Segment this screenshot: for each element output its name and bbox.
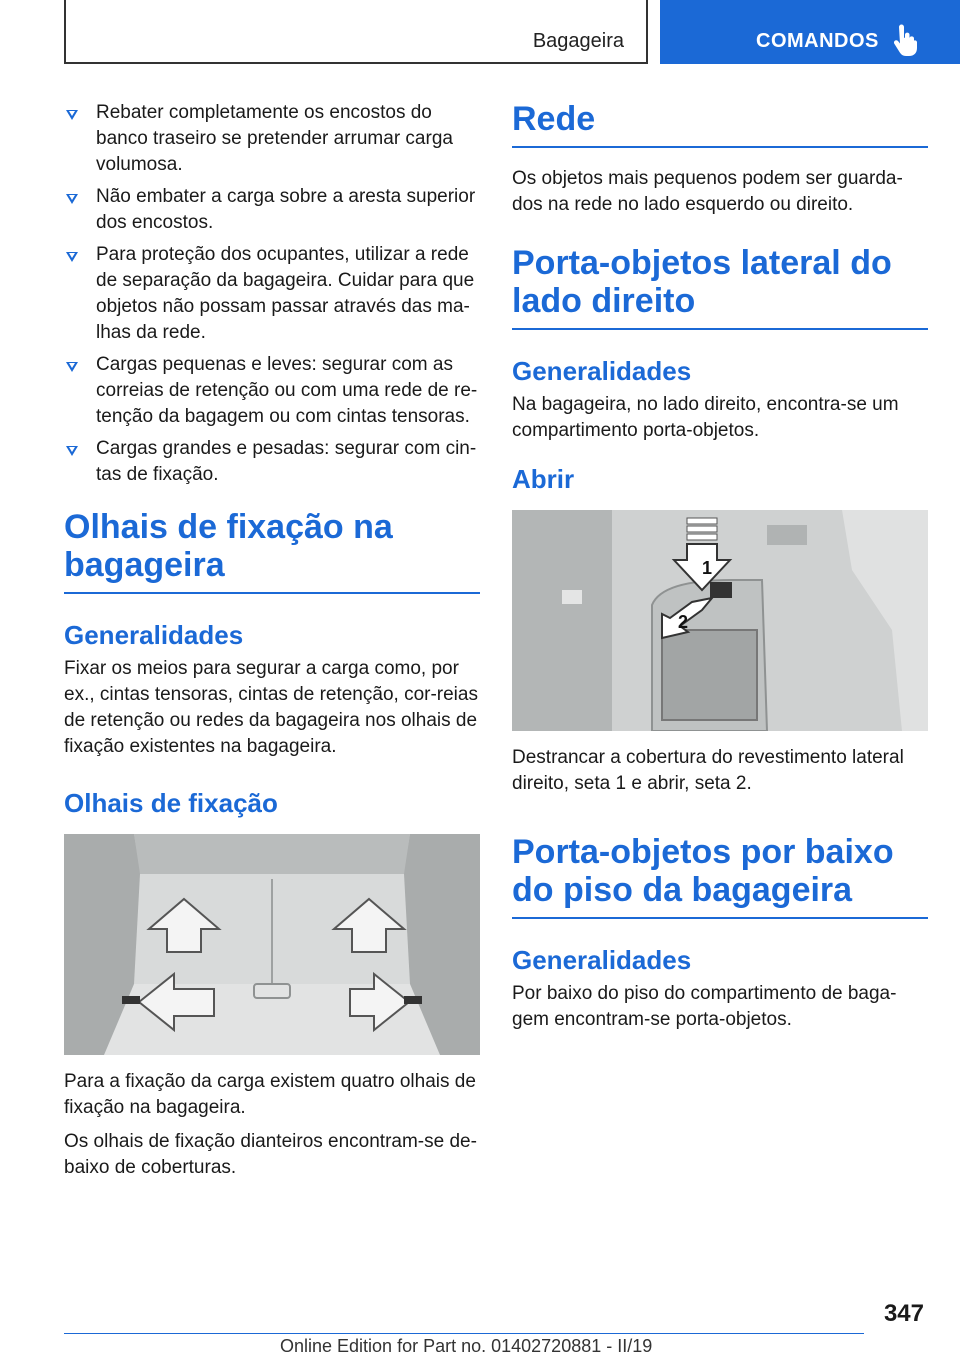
caption-front-eyes: Os olhais de fixação dianteiros encontram-se de-baixo de coberturas.	[64, 1131, 477, 1178]
heading-underfloor-storage: Porta-objetos por baixo do piso da bagageira	[512, 833, 928, 919]
subheading-open: Abrir	[512, 464, 575, 494]
trunk-lashing-eyes-image	[64, 834, 480, 1055]
list-item: Para proteção dos ocupantes, utilizar a rede de separação da bagageira. Cuidar para que objetos não possam passar através das ma-lhas da rede.	[64, 242, 480, 346]
section-title: Bagageira	[532, 30, 624, 52]
paragraph-general: Fixar os meios para segurar a carga como, por ex., cintas tensoras, cintas de retenção, cor-reias de retenção ou redes da bagageira nos olhais de fixação existentes na bagageira.	[64, 658, 478, 757]
subheading-general-floor: Generalidades	[512, 945, 692, 975]
bullet-triangle-icon	[66, 252, 78, 262]
list-item: Cargas pequenas e leves: segurar com as correias de retenção ou com uma rede de re-tenção da bagagem ou com cintas tensoras.	[64, 352, 480, 430]
right-column	[512, 100, 928, 1041]
paragraph-net: Os objetos mais pequenos podem ser guarda-dos na rede no lado esquerdo ou direito.	[512, 168, 903, 215]
side-compartment-image	[512, 510, 928, 731]
subheading-general-side: Generalidades	[512, 356, 692, 386]
caption-open-steps: Destrancar a cobertura do revestimento lateral direito, seta 1 e abrir, seta 2.	[512, 747, 904, 794]
list-item: Cargas grandes e pesadas: segurar com cin-tas de fixação.	[64, 436, 480, 488]
paragraph-side-storage: Na bagageira, no lado direito, encontra-se um compartimento porta-objetos.	[512, 394, 899, 441]
bullet-triangle-icon	[66, 362, 78, 372]
arrow-1-label: 1	[702, 558, 713, 578]
list-item: Não embater a carga sobre a aresta superior dos encostos.	[64, 184, 480, 236]
caution-list	[64, 100, 480, 488]
caption-four-eyes: Para a fixação da carga existem quatro olhais de fixação na bagageira.	[64, 1071, 476, 1118]
chapter-tab-label: COMANDOS	[756, 30, 879, 52]
chapter-tab[interactable]	[660, 0, 960, 64]
edition-note: Online Edition for Part no. 01402720881 - II/19	[280, 1336, 653, 1356]
bullet-triangle-icon	[66, 446, 78, 456]
footer-divider	[64, 1333, 864, 1334]
list-item: Rebater completamente os encostos do banco traseiro se pretender arrumar carga volumosa.	[64, 100, 480, 178]
bullet-triangle-icon	[66, 110, 78, 120]
page-number: 347	[883, 1300, 924, 1327]
subheading-lashing-eyes: Olhais de fixação	[64, 788, 278, 818]
arrow-2-label: 2	[678, 612, 689, 632]
left-column	[64, 100, 480, 1189]
subheading-general: Generalidades	[64, 620, 244, 650]
bullet-triangle-icon	[66, 194, 78, 204]
heading-net: Rede	[512, 100, 928, 148]
hand-pointer-icon	[892, 24, 918, 56]
heading-side-storage: Porta-objetos lateral do lado direito	[512, 244, 928, 330]
header-section-box	[64, 0, 648, 64]
heading-lashing-eyes: Olhais de fixação na bagageira	[64, 508, 480, 594]
paragraph-underfloor: Por baixo do piso do compartimento de baga-gem encontram-se porta-objetos.	[512, 983, 897, 1030]
